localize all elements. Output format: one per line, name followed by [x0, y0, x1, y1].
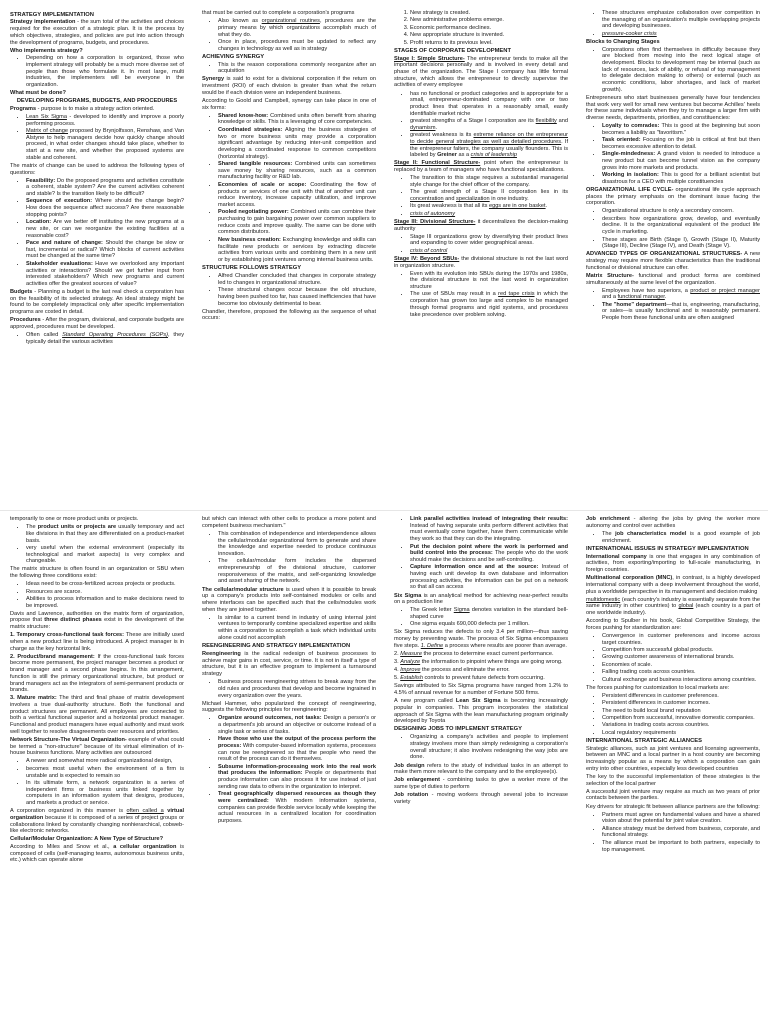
bullet-list: [394, 734, 568, 761]
bullet-list: [202, 615, 376, 642]
list-item: • Task oriented: Focusing on the job is critical at first but then becomes excessive attention to detail.: [602, 137, 760, 150]
list-item: • These stages are Birth (Stage I), Growth (Stage II), Maturity (Stage III), Decline (Stage IV), and Death (Stage V).: [602, 237, 760, 250]
list-item: • Also known as organizational routines, procedures are the primary means by which organizations accomplish much of what they do.: [218, 18, 376, 38]
list-item: • Cultural exchange and business interactions among countries.: [602, 677, 760, 684]
list-item: • Employees have two superiors, a product or project manager and a functional manager.: [602, 288, 760, 301]
bullet-list: [202, 715, 376, 824]
bullet-list: [394, 607, 568, 628]
bullet-list: [586, 531, 760, 544]
section-heading: STRATEGY IMPLEMENTATION: [10, 11, 94, 18]
list-item: • becomes most useful when the environment of a firm is unstable and is expected to remain so: [26, 766, 184, 779]
list-item: 1. New strategy is created.: [410, 10, 568, 17]
list-item: • pressure-cooker crisis: [602, 31, 760, 38]
list-item: • Competition from successful global products.: [602, 647, 760, 654]
list-item: • Coordinated strategies: Aligning the business strategies of two or more business units may provide a corporation significant advantage by reducing inter-unit competition and developing a coordinated response to common competitors (horizontal strategy).: [218, 127, 376, 161]
section-heading: INTERNATIONAL ISSUES IN STRATEGY IMPLEMENTATION: [586, 545, 749, 552]
paragraph: Synergy is said to exist for a divisional corporation if the return on investment (ROI) of each division is greater than what the return would be if each division were an independent business.: [202, 76, 376, 96]
list-item: • has no functional or product categories and is appropriate for a small, entrepreneur-dominated company with one or two product lines that operates in a reasonably small, easily identifiable market niche: [410, 91, 568, 118]
bullet-list: [202, 273, 376, 307]
list-item: • Depending on how a corporation is organized, those who implement strategy will probably be a much more diverse set of people than those who formulate it. In most large, multi industries, the implementers will be everyone in the organization.: [26, 55, 184, 89]
subheading: What must be done?: [10, 90, 66, 97]
list-item: • Persistent differences in customer preferences.: [602, 693, 760, 700]
bullet-list: [586, 633, 760, 683]
bullet-list: [586, 288, 760, 322]
paragraph: Budgets - Planning a budget is the last real check a corporation has on the feasibility of its selected strategy. An ideal strategy might be found to be completely impractical only after specific implementation programs are costed in detail.: [10, 289, 184, 316]
list-item: • describes how organizations grow, develop, and eventually decline. It is the organizational equivalent of the product life cycle in marketing.: [602, 216, 760, 236]
bullet-list: [394, 234, 568, 255]
bullet-list: [10, 114, 184, 162]
paragraph: Network Structure-The Virtual Organization- example of what could be termed a "non-structure" because of its virtual elimination of in-house business functions. Many activities are outsourced: [10, 736, 184, 757]
section-heading: STRUCTURE FOLLOWS STRATEGY: [202, 265, 302, 272]
list-item: • Organizational structure is only a secondary concern.: [602, 208, 760, 215]
paragraph: Six Sigma is an analytical method for achieving near-perfect results on a production line: [394, 592, 568, 606]
list-item: • Subsume information-processing work into the real work that produces the information: People or departments that produce information can also process it for use instead of just sending raw data to others in the organization to interpret.: [218, 764, 376, 791]
bullet-list: [586, 47, 760, 94]
paragraph: Stage IV: Beyond SBUs- the divisional structure is not the last word in organization structure.: [394, 255, 568, 269]
page-top-half: [0, 10, 768, 518]
list-item: • Partners must agree on fundamental values and have a shared vision about the potential for joint value creation.: [602, 812, 760, 825]
bullet-list: [586, 812, 760, 854]
column-8: [576, 516, 768, 1024]
paragraph: ADVANCED TYPES OF ORGANIZATIONAL STRUCTURES- A new strategy may require more flexible characteristics than the traditional functional or divisional structure can offer.: [586, 251, 760, 271]
bullet-list: [202, 113, 376, 264]
column-2: [192, 10, 384, 518]
list-item: • The product units or projects are usually temporary and act like divisions in that they are differentiated on a product-market basis.: [26, 524, 184, 544]
bullet-list: [586, 693, 760, 737]
paragraph: Reengineering is the radical redesign of business processes to achieve major gains in cost, service, or time. It is not in itself a type of structure, but it is an effective program to implement a turnaround strategy: [202, 650, 376, 678]
paragraph: 1. Temporary cross-functional task forces: These are initially used when a new product line is being introduced. A project manager is in charge as the key horizontal link.: [10, 632, 184, 652]
list-item: • The great strength of a Stage II corporation lies in its concentration and specialization in one industry.: [410, 189, 568, 202]
list-item: • Stakeholder evaluations: Have we overlooked any important activities or interactions? Should we get further input from interested stakeholders? Which new programs and current activities offer the greatest sources of value?: [26, 261, 184, 288]
column-4: [576, 10, 768, 518]
paragraph: multidomestic (each country's industry is essentially separate from the same industry in other countries) to global (each country is a part of one worldwide industry).: [586, 596, 760, 616]
column-5: [0, 516, 192, 1024]
list-item: • Ideas need to be cross-fertilized across projects or products.: [26, 581, 184, 588]
bullet-list: [394, 271, 568, 319]
list-item: • Shared tangible resources: Combined units can sometimes save money by sharing resources, such as a common manufacturing facility or R&D lab.: [218, 161, 376, 181]
list-item: • Is similar to a current trend in industry of using internal joint ventures to temporarily combine specialized expertise and skills within a corporation to accomplish a task which individual units alone could not accomplish: [218, 615, 376, 642]
section-heading: REENGINEERING AND STRATEGY IMPLEMENTATION: [202, 643, 351, 650]
list-item: • Link parallel activities instead of integrating their results: Instead of having separate units perform different activities that must eventually come together, have them communicate while they work so that they can do the integrating.: [410, 516, 568, 543]
paragraph: Matrix Structure- functional and product forms are combined simultaneously at the same level of the organization.: [586, 272, 760, 286]
paragraph: 2. Measure the process to determine exact current performance.: [394, 650, 554, 657]
bullet-list: [10, 524, 184, 565]
list-item: • Once in place, procedures must be updated to reflect any changes in technology as well as in strategy: [218, 39, 376, 52]
list-item: • Often called Standard Operating Procedures (SOPs), they typically detail the various activities: [26, 332, 184, 345]
section-heading: INTERNATIONAL STRATEGIC ALLIANCES: [586, 737, 703, 744]
list-item: • These structural changes occur because the old structure, having been pushed too far, has caused inefficiencies that have become too obviously detrimental to bear.: [218, 287, 376, 307]
list-item: • Resources are scarce.: [26, 589, 184, 596]
paragraph: Michael Hammer, who popularized the concept of reengineering, suggests the following principles for reengineering:: [202, 700, 376, 714]
section-heading: DESIGNING JOBS TO IMPLEMENT STRATEGY: [394, 726, 522, 733]
paragraph: Strategy implementation - the sum total of the activities and choices required for the execution of a strategic plan. It is the process by which objectives, strategies, and policies are put into action through the development of programs, budgets, and procedures.: [10, 19, 184, 46]
list-item: • greatest weakness is its extreme reliance on the entrepreneur to decide general strategies as well as detailed procedures. If the entrepreneur falters, the company usually flounders. This is labeled by Greiner as a crisis of leadership: [410, 132, 568, 159]
page-divider: [0, 510, 768, 511]
list-item: • crisis of autonomy: [410, 211, 568, 218]
bullet-list: [202, 62, 376, 75]
list-item: • Convergence in customer preferences and income across target countries.: [602, 633, 760, 646]
paragraph: Six Sigma reduces the defects to only 3.4 per million—thus saving money by preventing waste. The process of Six Sigma encompasses five steps. 1. Define a process where results are poorer than average.: [394, 629, 568, 649]
paragraph: Stage I: Simple Structure- The entrepreneur tends to make all the important decisions personally and is involved in every detail and phase of the organization. The Stage I company has little formal structure, which allows the entrepreneur to directly supervise the activities of every employee: [394, 55, 568, 89]
paragraph: Procedures - After the program, divisional, and corporate budgets are approved, procedures must be developed.: [10, 317, 184, 330]
subheading: Who implements strategy?: [10, 47, 83, 54]
bullet-list: [202, 531, 376, 585]
bullet-list: [394, 516, 568, 591]
paragraph: Job design refers to the study of individual tasks in an attempt to make them more relevant to the company and to the employee(s).: [394, 762, 568, 776]
list-item: 3. Economic performance declines.: [410, 25, 568, 32]
paragraph: Programs - purpose is to make a strategy action oriented.: [10, 105, 155, 112]
paragraph: Entrepreneurs who start businesses generally have four tendencies that work very well for small new ventures but become Achilles' heels for these same individuals when they try to manage a larger firm with diverse needs, departments, priorities, and constituencies:: [586, 94, 760, 122]
list-item: • Capture information once and at the source: Instead of having each unit develop its own database and information processing activities, the information can be put on a network so that all can access: [410, 564, 568, 591]
paragraph: The forces pushing for customization to local markets are:: [586, 684, 730, 691]
column-3: [384, 10, 576, 518]
list-item: • Abilities to process information and to make decisions need to be improved.: [26, 596, 184, 609]
paragraph: but which can interact with other cells to produce a more potent and competent business mechanism.": [202, 516, 376, 529]
bullet-list: [10, 178, 184, 288]
paragraph: A corporation organized in this manner is often called a virtual organization because it is composed of a series of project groups or collaborations linked by constantly changing nonhierarchical, cobweb-like electronic networks.: [10, 808, 185, 835]
list-item: • Competition from successful, innovative domestic companies.: [602, 715, 760, 722]
column-7: [384, 516, 576, 1024]
paragraph: Stage III: Divisional Structure- it decentralizes the decision-making authority: [394, 218, 569, 232]
list-item: • Its great weakness is that all its eggs are in one basket.: [410, 203, 568, 210]
section-heading: STAGES OF CORPORATE DEVELOPMENT: [394, 47, 512, 54]
subheading: Cellular/Modular Organization: A New Type of Structure?: [10, 836, 164, 843]
list-item: • One sigma equals 690,000 defects per 1 million.: [410, 621, 568, 628]
paragraph: The matrix of change can be used to address the following types of questions:: [10, 162, 184, 176]
list-item: • Local regulatory requirements: [602, 730, 760, 737]
paragraph: that must be carried out to complete a corporation's programs: [202, 10, 355, 16]
bullet-list: [202, 679, 376, 699]
paragraph: Key drivers for strategic fit between alliance partners are the following:: [586, 803, 760, 810]
list-item: • Persistent differences in customer incomes.: [602, 700, 760, 707]
list-item: • New business creation: Exchanging knowledge and skills can facilitate new products or services by extracting discrete activities from various units and combining them in a new unit or by establishing joint ventures among internal business units.: [218, 237, 376, 264]
paragraph: Davis and Lawrence, authorities on the matrix form of organization, propose that three distinct phases exist in the development of the matrix structure:: [10, 610, 184, 631]
list-item: • Stage III organizations grow by diversifying their product lines and expanding to cover wider geographical areas.: [410, 234, 568, 247]
paragraph: 4. Improve the process and eliminate the error.: [394, 667, 510, 674]
list-item: 4. New appropriate structure is invented.: [410, 32, 568, 39]
list-item: • Alfred Chandler concluded that changes in corporate strategy led to changes in organizational structure.: [218, 273, 376, 286]
paragraph: The key to the successful implementation of these strategies is the selection of the local partner: [586, 773, 760, 787]
column-1: [0, 10, 192, 518]
bullet-list: [10, 581, 184, 609]
bullet-list: [586, 10, 760, 38]
paragraph: Chandler, therefore, proposed the following as the sequence of what occurs:: [202, 308, 376, 322]
paragraph: According to Miles and Snow et al., a cellular organization is composed of cells (self-managing teams, autonomous business units, etc.) which can operate alone: [10, 844, 185, 864]
paragraph: Savings attributed to Six Sigma programs have ranged from 1.2% to 4.5% of annual revenue for a number of Fortune 500 firms.: [394, 683, 568, 697]
list-item: • Even with its evolution into SBUs during the 1970s and 1980s, the divisional structure is not the last word in organization structure: [410, 271, 568, 291]
list-item: • Lean Six Sigma - developed to identify and improve a poorly performing process.: [26, 114, 184, 127]
paragraph: 5. Establish controls to prevent future defects from occurring.: [394, 675, 545, 682]
list-item: • very useful when the external environment (especially its technological and market aspects) is very complex and changeable.: [26, 545, 184, 565]
page-bottom-half: [0, 516, 768, 1024]
list-item: • The alliance must be important to both partners, especially to top management.: [602, 840, 760, 853]
list-item: • The Greek letter Sigma denotes variation in the standard bell-shaped curve: [410, 607, 568, 620]
paragraph: The matrix structure is often found in an organization or SBU when the following three conditions exist:: [10, 566, 184, 580]
paragraph: Multinational corporation (MNC), in contrast, is a highly developed international company with a deep involvement throughout the world, plus a worldwide perspective in its management and decision making: [586, 575, 760, 595]
bullet-list: [586, 208, 760, 250]
list-item: • The transition to this stage requires a substantial managerial style change for the chief officer of the company.: [410, 175, 568, 188]
bullet-list: [10, 332, 184, 345]
list-item: • In its ultimate form, a network organization is a series of independent firms or business units linked together by computers in an information system that designs, produces, and markets a product or service.: [26, 780, 184, 807]
paragraph: 3. Mature matrix: The third and final phase of matrix development involves a true dual-authority structure. Both the functional and product structures are permanent. All employees are connected to both a vertical functional superior and a horizontal product manager. Functional and product managers have equal authority and must work well together to resolve disagreements over resources and priorities.: [10, 695, 184, 735]
list-item: • Single-mindedness: A grand vision is needed to introduce a new product but can become tunnel vision as the company grows into more markets and products.: [602, 151, 760, 171]
section-heading: ACHIEVING SYNERGY: [202, 53, 265, 60]
list-item: • Loyalty to comrades: This is good at the beginning but soon becomes a liability as "favoritism.": [602, 123, 760, 136]
column-6: [192, 516, 384, 1024]
list-item: • This is the reason corporations commonly reorganize after an acquisition: [218, 62, 376, 75]
list-item: • Location: Are we better off instituting the new programs at a new site, or can we reorganize the existing facilities at a reasonable cost?: [26, 219, 184, 239]
paragraph: According to Goold and Campbell, synergy can take place in one of six forms:: [202, 97, 376, 111]
paragraph: Strategic alliances, such as joint ventures and licensing agreements, between an MNC and a local partner in a host country are becoming increasingly popular as a means by which a corporation can gain entry into other countries, especially less developed countries: [586, 745, 760, 772]
paragraph: 3. Analyze the information to pinpoint where things are going wrong.: [394, 659, 563, 666]
bullet-list: [394, 91, 568, 159]
list-item: • Put the decision point where the work is performed and build control into the process: The people who do the work should make the decisions and be self-controlling.: [410, 544, 568, 564]
list-item: • A newer and somewhat more radical organizational design,: [26, 758, 184, 765]
list-item: • Economies of scale.: [602, 662, 760, 669]
list-item: • Pooled negotiating power: Combined units can combine their purchasing to gain bargaining power over common suppliers to reduce costs and improve quality. The same can be done with common distributors.: [218, 209, 376, 236]
list-item: • Economies of scale or scope: Coordinating the flow of products or services of one unit with that of another unit can reduce inventory, increase capacity utilization, and improve market access.: [218, 182, 376, 209]
bullet-list: [586, 123, 760, 185]
paragraph: Job enrichment - altering the jobs by giving the worker more autonomy and control over activities: [586, 516, 761, 529]
bullet-list: [202, 18, 376, 52]
paragraph: A successful joint venture may require as much as two years of prior contacts between the parties.: [586, 788, 760, 802]
numbered-list: [394, 10, 568, 46]
list-item: • Alliance strategy must be derived from business, corporate, and functional strategy.: [602, 826, 760, 839]
list-item: • Corporations often find themselves in difficulty because they are blocked from moving into the next logical stage of development. Blocks to development may be internal (such as lack of resources, lack of ability, or refusal of top management to delegate decision making to others) or external (such as economic conditions, labor shortages, and lack of market growth).: [602, 47, 760, 94]
list-item: • These structures emphasize collaboration over competition in the managing of an organization's multiple overlapping projects and developing businesses.: [602, 10, 760, 30]
bullet-list: [10, 758, 184, 806]
paragraph: ORGANIZATIONAL LIFE CYCLE- organizational life cycle approach places the primary emphasis on the dominant issue facing the corporation.: [586, 186, 760, 207]
paragraph: Job enlargement - combining tasks to give a worker more of the same type of duties to perform: [394, 777, 568, 791]
paragraph: The cellular/modular structure is used when it is possible to break up a company's products into self-contained modules or cells and where interfaces can be specified such that the cells/modules work when they are joined together.: [202, 586, 376, 613]
paragraph: According to Spulber in his book, Global Competitive Strategy, the forces pushing for standardization are:: [586, 618, 760, 631]
list-item: • crisis of control: [410, 248, 568, 255]
list-item: 2. New administrative problems emerge.: [410, 17, 568, 24]
list-item: • Pace and nature of change: Should the change be slow or fast, incremental or radical? Which blocks of current activities must be changed at the same time?: [26, 240, 184, 260]
paragraph: A new program called Lean Six Sigma is becoming increasingly popular in companies. This program incorporates the statistical approach of Six Sigma with the lean manufacturing program originally developed by Toyota: [394, 698, 568, 725]
list-item: • This combination of independence and interdependence allows the cellular/modular organizational form to generate and share the knowledge and expertise needed to produce continuous innovation.: [218, 531, 376, 558]
bullet-list: [394, 175, 568, 217]
paragraph: Stage II: Functional Structure- point when the entrepreneur is replaced by a team of managers who have functional specializations.: [394, 160, 568, 174]
list-item: • Organize around outcomes, not tasks: Design a person's or a department's job around an objective or outcome instead of a single task or series of tasks.: [218, 715, 376, 735]
list-item: • Feasibility: Do the proposed programs and activities constitute a coherent, stable system? Are the current activities coherent and stable? Is the transition likely to be difficult?: [26, 178, 184, 198]
paragraph: temporarily to one or more product units or projects.: [10, 516, 139, 522]
list-item: • Shared know-how: Combined units often benefit from sharing knowledge or skills. This is a leveraging of core competencies.: [218, 113, 376, 126]
paragraph: 2. Product/brand management: If the cross-functional task forces become more permanent, the project manager becomes a product or brand manager and a second phase begins. In this arrangement, function is still the primary organizational structure, but product or brand managers act as the integrators of semi-permanent products or brands.: [10, 653, 184, 694]
list-item: • Business process reengineering strives to break away from the old rules and procedures that develop and become ingrained in every organization over the years.: [218, 679, 376, 699]
list-item: • Treat geographically dispersed resources as though they were centralized: With modern information systems, companies can provide flexible service locally while keeping the actual resources in a centralized location for coordination purposes.: [218, 791, 376, 825]
list-item: • Falling trading costs across countries.: [602, 669, 760, 676]
list-item: • The cellular/modular form includes the dispersed entrepreneurship of the divisional structure, customer responsiveness of the matrix, and self-organizing knowledge and asset sharing of the network.: [218, 558, 376, 585]
list-item: • Have those who use the output of the process perform the process: With computer-based information systems, processes can now be reengineered so that the people who need the result of the process can do it themselves.: [218, 736, 376, 763]
list-item: 5. Profit returns to its previous level.: [410, 40, 568, 47]
bullet-list: [10, 55, 184, 89]
list-item: • Growing customer awareness of international brands.: [602, 654, 760, 661]
subheading: Blocks to Changing Stages: [586, 38, 660, 45]
paragraph: International company is one that engages in any combination of activities, from exporting/importing to full-scale manufacturing, in foreign countries.: [586, 553, 760, 573]
list-item: • The job characteristics model is a good example of job enrichment.: [602, 531, 760, 544]
list-item: • Organizing a company's activities and people to implement strategy involves more than simply redesigning a corporation's overall structure; it also involves redesigning the way jobs are done.: [410, 734, 568, 761]
paragraph: Job rotation - moving workers through several jobs to increase variety: [394, 792, 568, 805]
list-item: • Working in isolation: This is good for a brilliant scientist but disastrous for a CEO with multiple constituencies: [602, 172, 760, 185]
list-item: • Sequence of execution: Where should the change begin? How does the sequence affect success? Are there reasonable stopping points?: [26, 198, 184, 218]
subheading: DEVELOPING PROGRAMS, BUDGETS, AND PROCEDURES: [16, 98, 178, 105]
list-item: • Matrix of change proposed by Brynjolfsson, Renshaw, and Van Alstyne to help managers decide how quickly change should proceed, in what order changes should take place, whether to start at a new site, and whether the proposed systems are stable and coherent.: [26, 128, 184, 162]
list-item: • The use of SBUs may result in a red tape crisis in which the corporation has grown too large and complex to be managed through formal programs and rigid systems, and procedures take precedence over problem solving.: [410, 291, 568, 318]
list-item: • Variations in trading costs across countries.: [602, 722, 760, 729]
list-item: • The "home" department—that is, engineering, manufacturing, or sales—is usually functional and is reasonably permanent. People from these functional units are often assigned: [602, 302, 760, 322]
list-item: • The need to build local brand reputation: [602, 708, 760, 715]
list-item: • greatest strengths of a Stage I corporation are its flexibility and dynamism.: [410, 118, 568, 131]
